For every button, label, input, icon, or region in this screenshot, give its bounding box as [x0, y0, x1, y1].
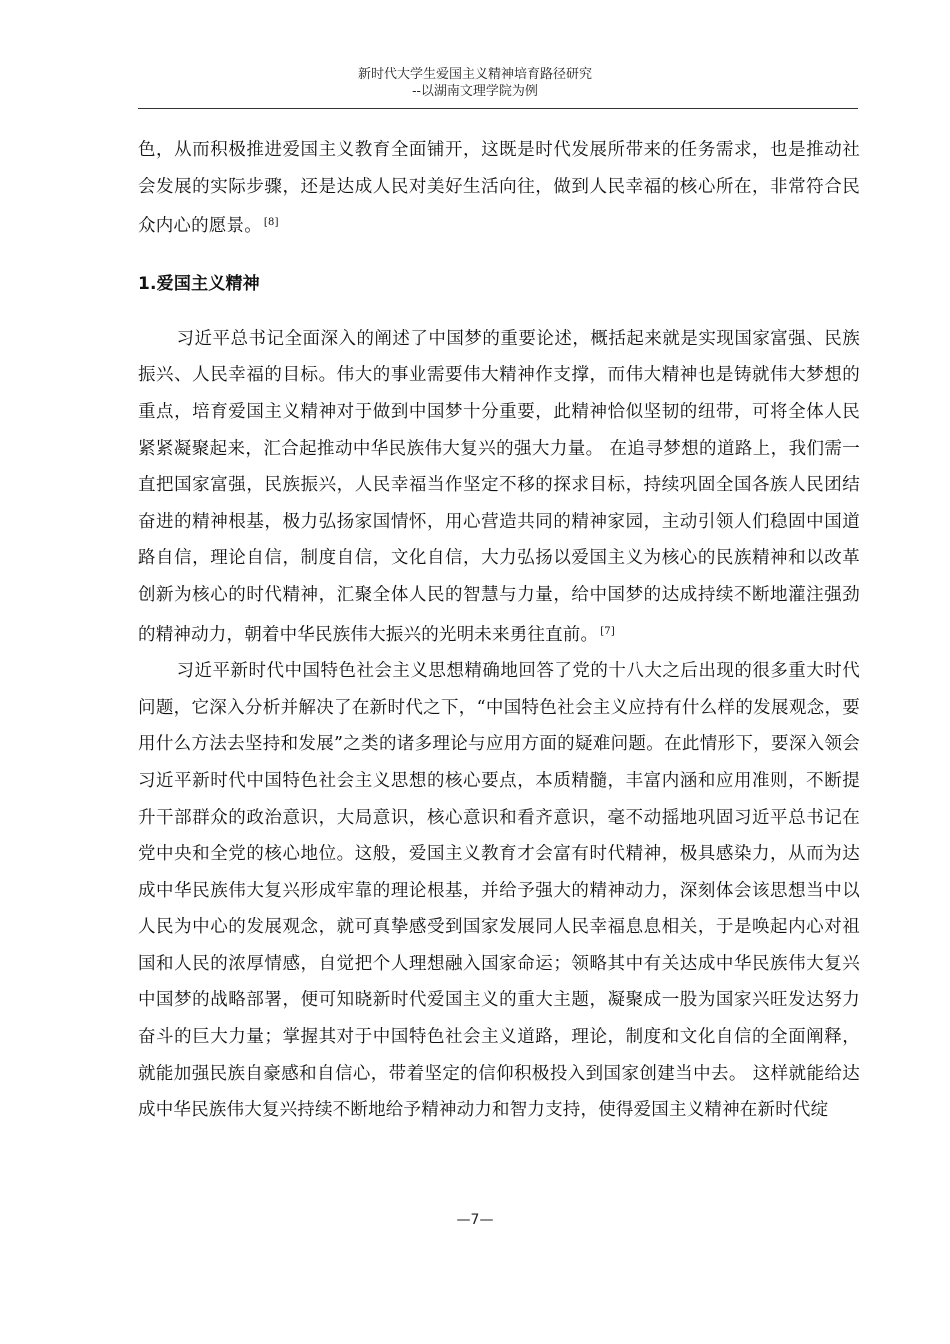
header-title: 新时代大学生爱国主义精神培育路径研究 — [357, 67, 592, 82]
citation-ref: [7] — [600, 625, 615, 637]
paragraph — [138, 653, 860, 1129]
page-number: —7— — [456, 1212, 494, 1228]
paragraph-text: 习近平新时代中国特色社会主义思想精确地回答了党的十八大之后出现的很多重大时代问题，它深入分析并解决了在新时代之下，“中国特色社会主义应持有什么样的发展观念，要用什么方法去坚持和发展”之类的诸多理论与应用方面的疑难问题。在此情形下，要深入领会习近平新时代中国特色社会主义思想的核心要点，本质精髓，丰富内涵和应用准则，不断提升干部群众的政治意识，大局意识，核心意识和看齐意识，毫不动摇地巩固习近平总书记在党中央和全党的核心地位。这般，爱国主义教育才会富有时代精神，极具感染力，从而为达成中华民族伟大复兴形成牢靠的理论根基，并给予强大的精神动力，深刻体会该思想当中以人民为中心的发展观念，就可真挚感受到国家发展同人民幸福息息相关，于是唤起内心对祖国和人民的浓厚情感，自觉把个人理想融入国家命运；领略其中有关达成中华民族伟大复兴中国梦的战略部署，便可知晓新时代爱国主义的重大主题，凝聚成一股为国家兴旺发达努力奋斗的巨大力量；掌握其对于中国特色社会主义道路，理论，制度和文化自信的全面阐释，就能加强民族自豪感和自信心，带着坚定的信仰积极投入到国家创建当中去。 这样就能给达成中华民族伟大复兴持续不断地给予精神动力和智力支持，使得爱国主义精神在新时代绽 — [138, 661, 860, 1121]
paragraph-text: 习近平总书记全面深入的阐述了中国梦的重要论述，概括起来就是实现国家富强、民族振兴、人民幸福的目标。伟大的事业需要伟大精神作支撑，而伟大精神也是铸就伟大梦想的重点，培育爱国主义精神对于做到中国梦十分重要，此精神恰似坚韧的纽带，可将全体人民紧紧凝聚起来，汇合起推动中华民族伟大复兴的强大力量。 在追寻梦想的道路上，我们需一直把国家富强，民族振兴，人民幸福当作坚定不移的探求目标，持续巩固全国各族人民团结奋进的精神根基，极力弘扬家国情怀，用心营造共同的精神家园，主动引领人们稳固中国道路自信，理论自信，制度自信，文化自信，大力弘扬以爱国主义为核心的民族精神和以改革创新为核心的时代精神，汇聚全体人民的智慧与力量，给中国梦的达成持续不断地灌注强劲的精神动力，朝着中华民族伟大振兴的光明未来勇往直前。 — [138, 328, 860, 645]
running-header — [0, 66, 950, 100]
document-body — [138, 132, 860, 1129]
paragraph — [138, 321, 860, 653]
paragraph-text: 色，从而积极推进爱国主义教育全面铺开，这既是时代发展所带来的任务需求，也是推动社会发展的实际步骤，还是达成人民对美好生活向往，做到人民幸福的核心所在，非常符合民众内心的愿景。 — [138, 140, 860, 237]
paragraph-continued — [138, 132, 860, 245]
section-heading: 1.爱国主义精神 — [138, 273, 260, 294]
header-subtitle: --以湖南文理学院为例 — [412, 84, 538, 99]
header-divider — [138, 108, 858, 109]
citation-ref: [8] — [263, 217, 279, 229]
